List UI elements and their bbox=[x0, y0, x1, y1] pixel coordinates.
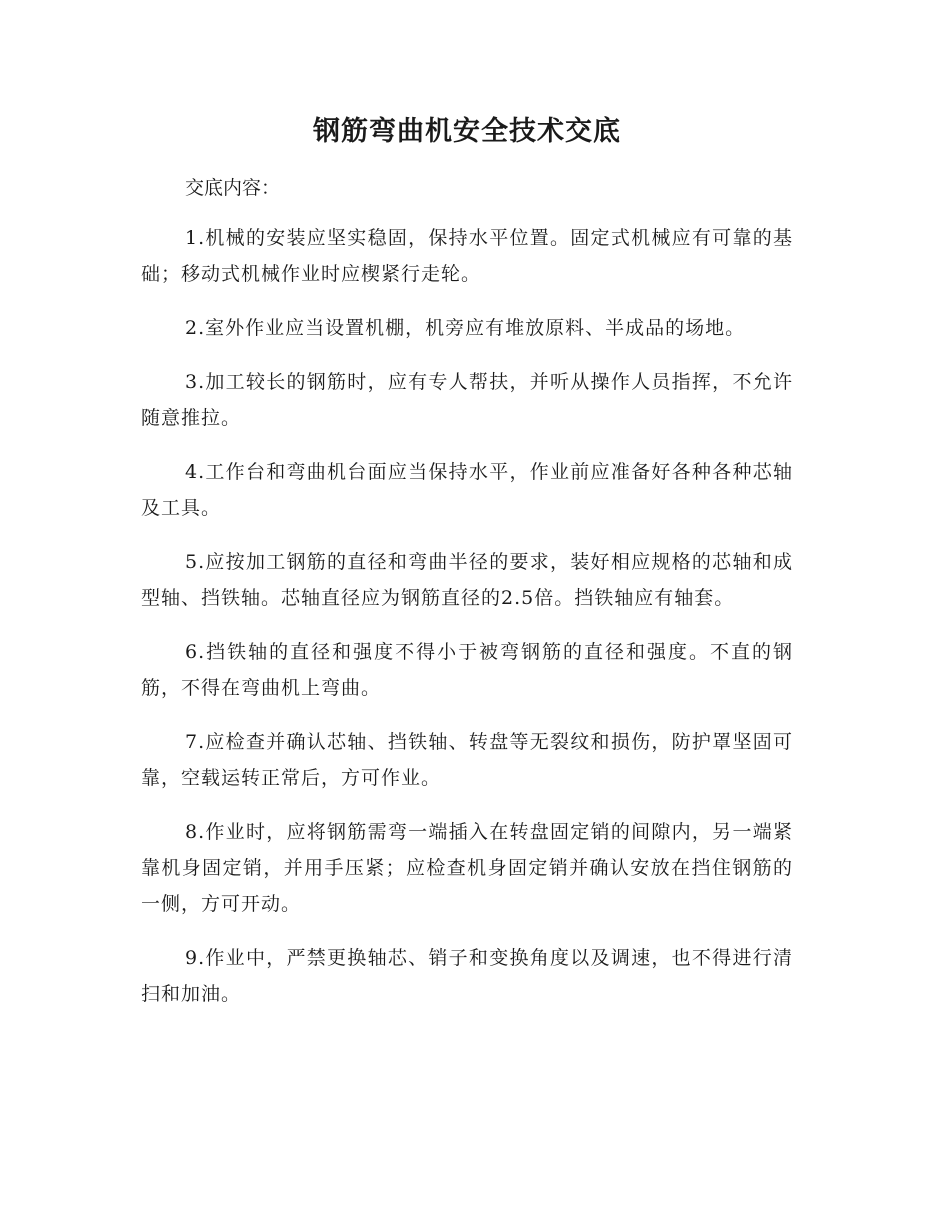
clause-4: 4.工作台和弯曲机台面应当保持水平，作业前应准备好各种各种芯轴及工具。 bbox=[141, 461, 793, 519]
document-title: 钢筋弯曲机安全技术交底 bbox=[313, 116, 621, 147]
clause-9: 9.作业中，严禁更换轴芯、销子和变换角度以及调速，也不得进行清扫和加油。 bbox=[141, 947, 793, 1005]
intro-label: 交底内容： bbox=[185, 177, 281, 199]
clause-1: 1.机械的安装应坚实稳固，保持水平位置。固定式机械应有可靠的基础；移动式机械作业时应楔紧行走轮。 bbox=[141, 227, 793, 285]
clause-6: 6.挡铁轴的直径和强度不得小于被弯钢筋的直径和强度。不直的钢筋，不得在弯曲机上弯曲。 bbox=[141, 641, 793, 699]
clause-3: 3.加工较长的钢筋时，应有专人帮扶，并听从操作人员指挥，不允许随意推拉。 bbox=[141, 371, 793, 429]
clause-8: 8.作业时，应将钢筋需弯一端插入在转盘固定销的间隙内，另一端紧靠机身固定销，并用手压紧；应检查机身固定销并确认安放在挡住钢筋的一侧，方可开动。 bbox=[141, 821, 793, 915]
clause-7: 7.应检查并确认芯轴、挡铁轴、转盘等无裂纹和损伤，防护罩坚固可靠，空载运转正常后，方可作业。 bbox=[141, 731, 793, 789]
clause-2: 2.室外作业应当设置机棚，机旁应有堆放原料、半成品的场地。 bbox=[185, 317, 746, 339]
clause-5: 5.应按加工钢筋的直径和弯曲半径的要求，装好相应规格的芯轴和成型轴、挡铁轴。芯轴直径应为钢筋直径的2.5倍。挡铁轴应有轴套。 bbox=[141, 551, 793, 609]
